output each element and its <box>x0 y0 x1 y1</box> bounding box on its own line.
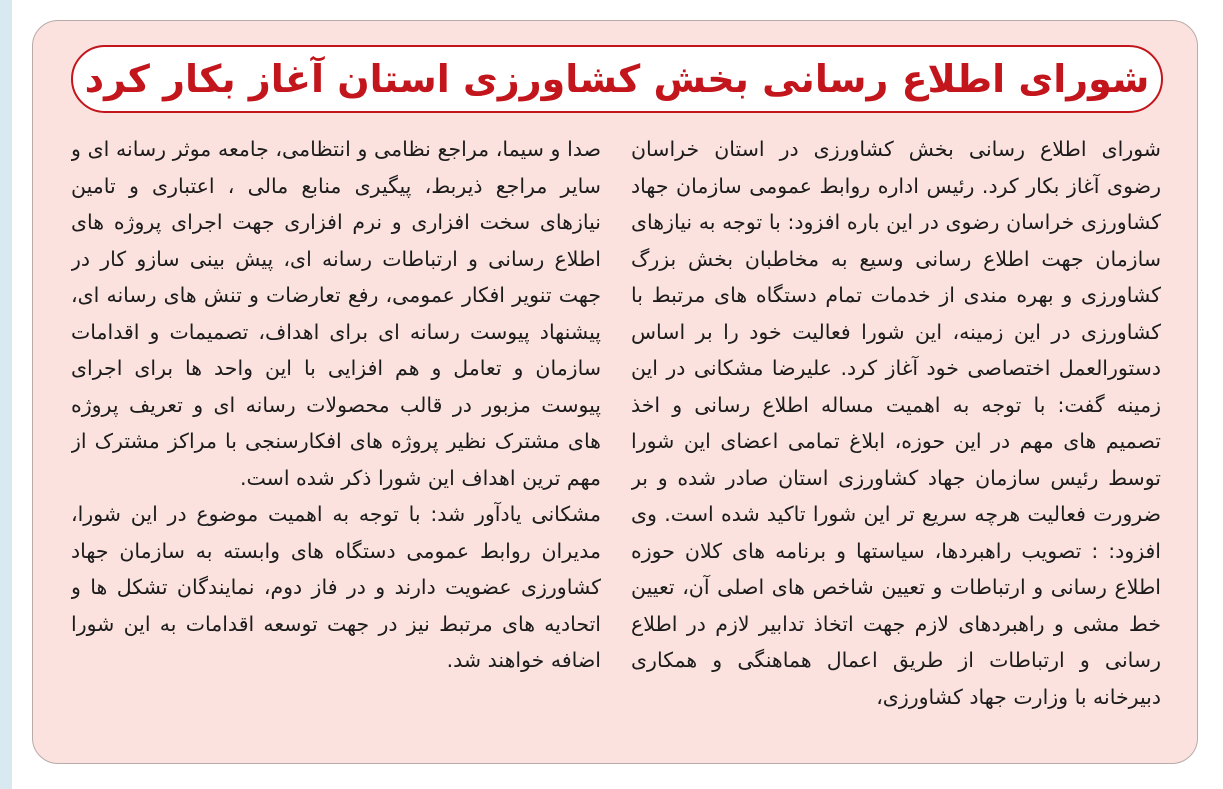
article-frame <box>32 20 1198 764</box>
paragraph: صدا و سیما، مراجع نظامی و انتظامی، جامعه موثر رسانه ای و سایر مراجع ذیربط، پیگیری منابع مالی ، اعتباری و تامین نیازهای سخت افزاری و نرم افزاری جهت اجرای پروژه های اطلاع رسانی و ارتباطات رسانه ای، پیش بینی سازو کار در جهت تنویر افکار عمومی، رفع تعارضات و تنش های رسانه ای، پیشنهاد پیوست رسانه ای برای اهداف، تصمیمات و اقدامات سازمان و تعامل و هم افزایی با این واحد ها برای اجرای پیوست مزبور در قالب محصولات رسانه ای و تعریف پروژه های مشترک نظیر پروژه های افکارسنجی با مراکز مشترک از مهم ترین اهداف این شورا ذکر شده است. <box>71 137 601 490</box>
paragraph: شورای اطلاع رسانی بخش کشاورزی در استان خراسان رضوی آغاز بکار کرد. رئیس اداره روابط عمومی سازمان جهاد کشاورزی خراسان رضوی در این باره افزود: با توجه به نیازهای سازمان جهت اطلاع رسانی وسیع به مخاطبان بخش بزرگ کشاورزی و بهره مندی از خدمات تمام دستگاه های مرتبط با کشاورزی در این زمینه، این شورا فعالیت خود را بر اساس دستورالعمل اختصاصی خود آغاز کرد. علیرضا مشکانی در این زمینه گفت: با توجه به اهمیت مساله اطلاع رسانی و اخذ تصمیم های مهم در این حوزه، ابلاغ تمامی اعضای این شورا توسط رئیس سازمان جهاد کشاورزی استان صادر شده و بر ضرورت فعالیت هرچه سریع تر این شورا تاکید شده است. وی افزود: : تصویب راهبردها، سیاستها و برنامه های کلان حوزه اطلاع رسانی و ارتباطات و تعیین شاخص های اصلی آن، تعیین خط مشی و راهبردهای لازم جهت اتخاذ تدابیر لازم در اطلاع رسانی و ارتباطات از طریق اعمال هماهنگی و همکاری دبیرخانه با وزارت جهاد کشاورزی، <box>631 137 1161 709</box>
headline-box <box>71 45 1163 113</box>
article-column-right <box>631 131 1161 751</box>
article-column-left <box>71 131 601 751</box>
headline: شورای اطلاع رسانی بخش کشاورزی استان آغاز بکار کرد <box>84 57 1150 101</box>
paragraph: مشکانی یادآور شد: با توجه به اهمیت موضوع در این شورا، مدیران روابط عمومی دستگاه های وابسته به سازمان جهاد کشاورزی عضویت دارند و در فاز دوم، نمایندگان تشکل ها و اتحادیه های مرتبط نیز در جهت توسعه اقدامات به این شورا اضافه خواهند شد. <box>71 502 601 672</box>
left-edge-strip <box>0 0 12 789</box>
